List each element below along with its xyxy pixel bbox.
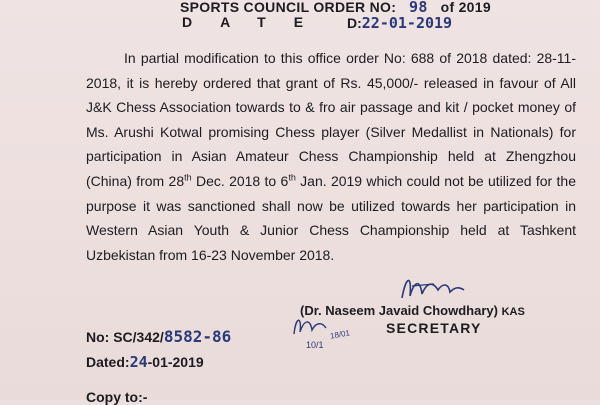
initials-date: 18/01 xyxy=(329,328,351,341)
dispatch-date-line xyxy=(86,353,204,371)
date-label: D: xyxy=(347,15,362,31)
initials-note: 10/1 xyxy=(306,340,324,350)
signatory-suffix: KAS xyxy=(501,306,525,318)
copy-to-heading: Copy to:- xyxy=(86,389,148,405)
superscript-th-1: th xyxy=(184,172,192,183)
order-date-line xyxy=(182,14,453,32)
order-body xyxy=(86,46,576,267)
body-text-part-3: Jan. 2019 which could not be utilized for the purpose it was sanctioned shall now be utilized towards her participation in Western Asian Youth & Junior Chess Championship held at Tashkent Uzbekistan from 16-23 November 2018. xyxy=(86,172,577,263)
body-text-part-1: In partial modification to this office order No: 688 of 2018 dated: 28-11-2018, it is hereby ordered that grant of Rs. 45,000/- released in favour of All J&K Chess Association towards to & fro air passage and kit / pocket money of Ms. Arushi Kotwal promising Chess player (Silver Medallist in Nationals) for participation in Asian Amateur Chess Championship held at Zhengzhou (China) from 28 xyxy=(86,50,576,189)
superscript-th-2: th xyxy=(288,172,296,183)
order-label: SPORTS COUNCIL ORDER NO: xyxy=(180,0,397,15)
order-paragraph xyxy=(86,46,576,267)
initials-scribble xyxy=(290,312,330,340)
dispatch-date-rest: -01-2019 xyxy=(147,354,204,370)
order-year: of 2019 xyxy=(440,0,491,15)
date-heading: DATE xyxy=(182,14,332,30)
dispatch-number-handwritten: 8582-86 xyxy=(163,327,232,346)
signatory-name xyxy=(300,303,525,318)
signatory-full-name: (Dr. Naseem Javaid Chowdhary) xyxy=(300,303,498,318)
handwritten-signature xyxy=(398,268,468,308)
dispatch-number-line xyxy=(86,327,231,346)
body-text-part-2: Dec. 2018 to 6 xyxy=(191,172,289,189)
dispatch-day-handwritten: 24 xyxy=(129,353,148,371)
date-value-handwritten: 22-01-2019 xyxy=(361,14,453,32)
order-number-handwritten: 98 xyxy=(409,0,428,16)
signatory-title: SECRETARY xyxy=(386,320,482,336)
dispatch-number-label: No: SC/342/ xyxy=(86,329,164,345)
dispatch-date-label: Dated: xyxy=(86,354,130,370)
